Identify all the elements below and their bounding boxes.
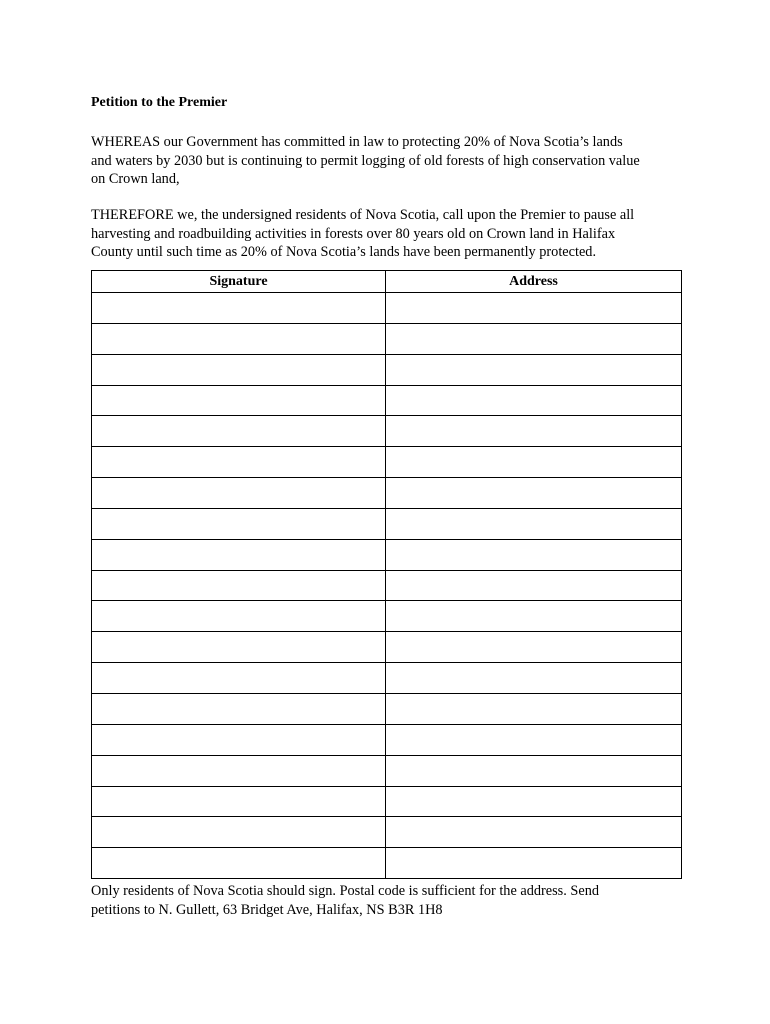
signature-cell[interactable] [92,632,386,663]
signature-cell[interactable] [92,848,386,879]
signature-cell[interactable] [92,570,386,601]
signature-cell[interactable] [92,478,386,509]
table-header-row [92,271,682,293]
table-row [92,724,682,755]
signature-cell[interactable] [92,385,386,416]
therefore-line: County until such time as 20% of Nova Scotia’s lands have been permanently protected. [91,244,597,260]
address-cell[interactable] [386,817,682,848]
address-cell[interactable] [386,508,682,539]
signature-rows [92,293,682,879]
table-row [92,786,682,817]
address-cell[interactable] [386,755,682,786]
therefore-line: harvesting and roadbuilding activities in forests over 80 years old on Crown land in Halifax [91,225,616,242]
address-cell[interactable] [386,570,682,601]
therefore-paragraph [91,206,691,262]
address-cell[interactable] [386,848,682,879]
address-cell[interactable] [386,293,682,324]
address-cell[interactable] [386,724,682,755]
signature-cell[interactable] [92,447,386,478]
table-row [92,478,682,509]
signature-cell[interactable] [92,693,386,724]
address-cell[interactable] [386,632,682,663]
footer-note [91,882,599,920]
signature-cell[interactable] [92,724,386,755]
address-cell[interactable] [386,385,682,416]
table-row [92,601,682,632]
signature-cell[interactable] [92,817,386,848]
whereas-paragraph [91,133,691,189]
table-row [92,693,682,724]
table-row [92,508,682,539]
address-cell[interactable] [386,693,682,724]
signature-table [91,270,682,879]
table-row [92,447,682,478]
table-row [92,570,682,601]
address-cell[interactable] [386,663,682,694]
table-row [92,416,682,447]
signature-cell[interactable] [92,786,386,817]
address-cell[interactable] [386,416,682,447]
table-row [92,755,682,786]
signature-cell[interactable] [92,601,386,632]
table-row [92,323,682,354]
table-row [92,663,682,694]
signature-cell[interactable] [92,508,386,539]
address-cell[interactable] [386,786,682,817]
signature-cell[interactable] [92,416,386,447]
table-row [92,293,682,324]
table-row [92,354,682,385]
table-row [92,385,682,416]
table-row [92,539,682,570]
signature-cell[interactable] [92,755,386,786]
therefore-line: THEREFORE we, the undersigned residents of Nova Scotia, call upon the Premier to pause all [91,207,635,223]
address-column-header: Address [386,271,682,293]
signature-cell[interactable] [92,293,386,324]
table-row [92,632,682,663]
footer-line: Only residents of Nova Scotia should sign. Postal code is sufficient for the address. Send [91,883,599,899]
signature-cell[interactable] [92,354,386,385]
signature-column-header: Signature [92,271,386,293]
address-cell[interactable] [386,478,682,509]
signature-cell[interactable] [92,663,386,694]
table-row [92,848,682,879]
address-cell[interactable] [386,539,682,570]
address-cell[interactable] [386,601,682,632]
signature-cell[interactable] [92,539,386,570]
table-row [92,817,682,848]
footer-line: petitions to N. Gullett, 63 Bridget Ave, Halifax, NS B3R 1H8 [91,902,443,918]
whereas-line: and waters by 2030 but is continuing to permit logging of old forests of high conservation value [91,152,640,169]
signature-cell[interactable] [92,323,386,354]
address-cell[interactable] [386,447,682,478]
address-cell[interactable] [386,354,682,385]
whereas-line: on Crown land, [91,171,180,187]
whereas-line: WHEREAS our Government has committed in law to protecting 20% of Nova Scotia’s lands [91,134,623,150]
address-cell[interactable] [386,323,682,354]
page-title: Petition to the Premier [91,95,228,110]
